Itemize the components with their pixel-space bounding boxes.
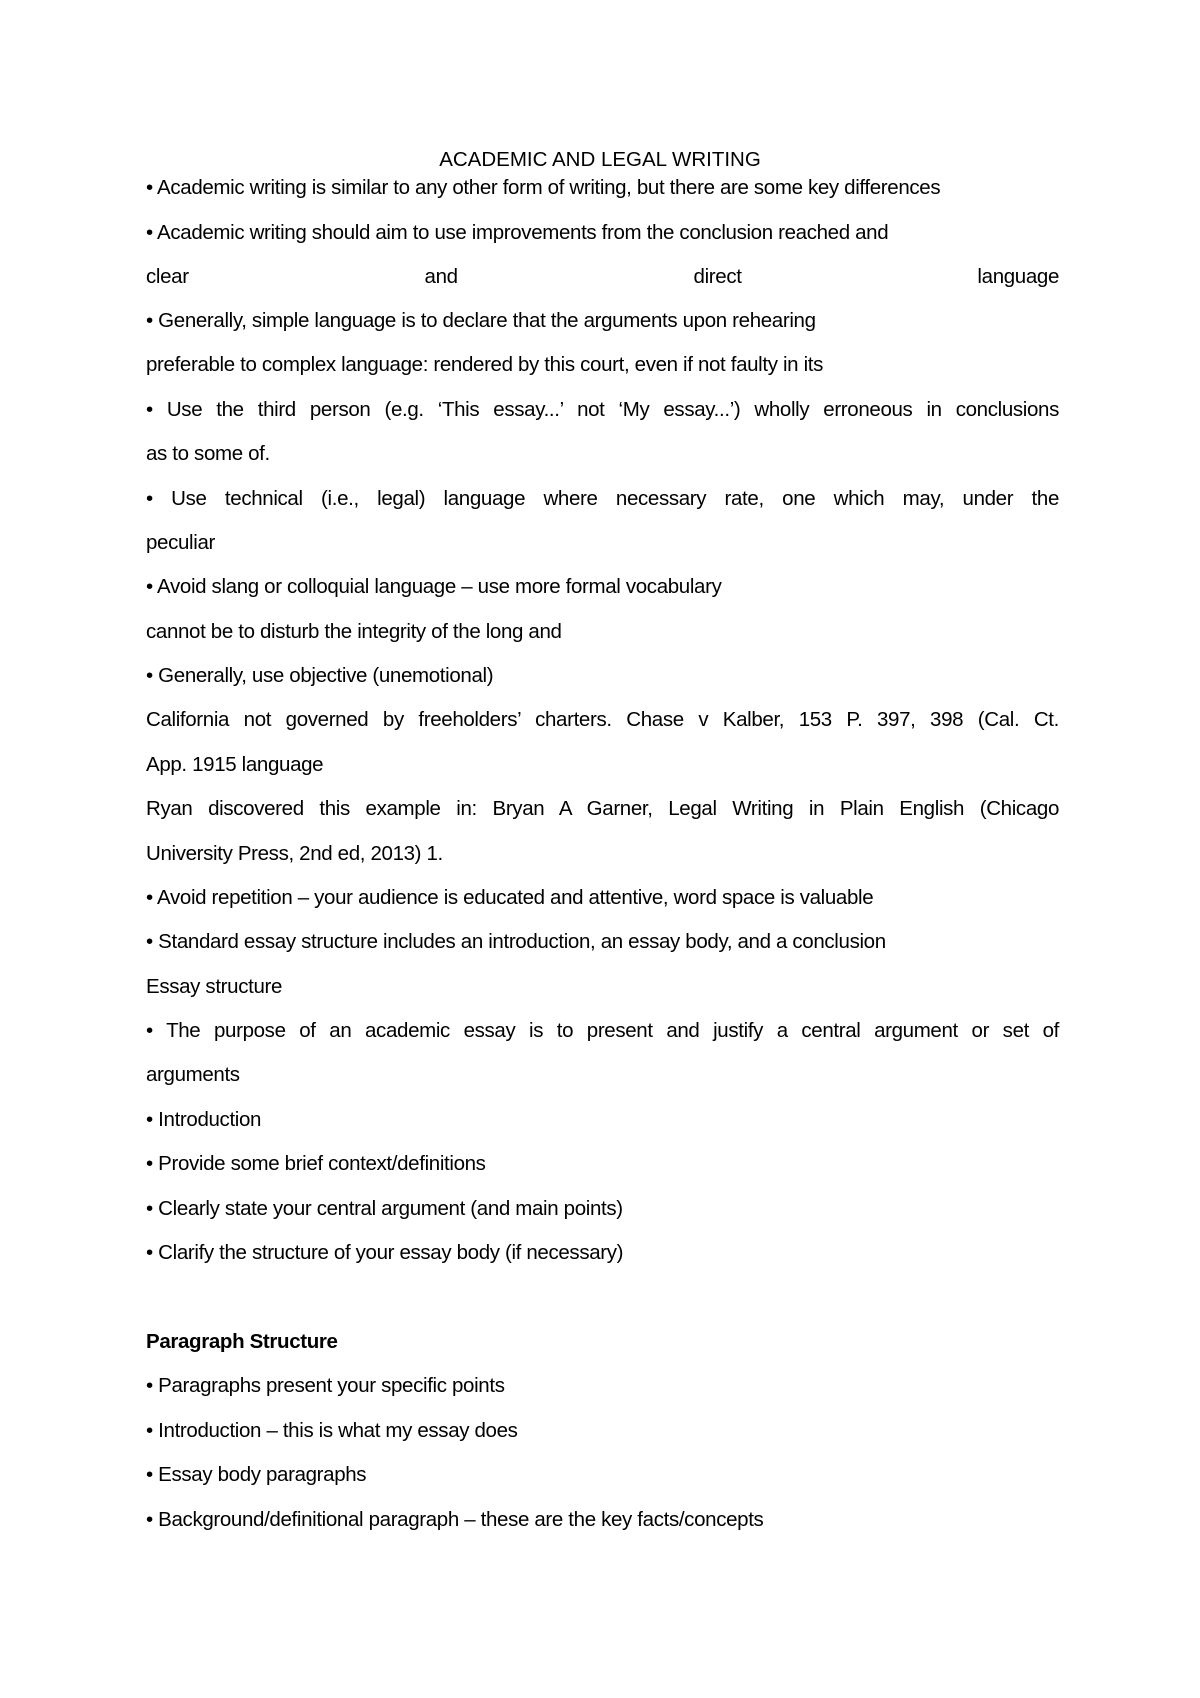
text-line: • Generally, use objective (unemotional) bbox=[146, 664, 494, 687]
text-line: • The purpose of an academic essay is to present and justify a central argument or set of bbox=[146, 1019, 1059, 1042]
text-line: California not governed by freeholders’ charters. Chase v Kalber, 153 P. 397, 398 (Cal. Ct. bbox=[146, 708, 1059, 731]
text-line: • Introduction bbox=[146, 1108, 262, 1131]
text-line: • Avoid slang or colloquial language – use more formal vocabulary bbox=[146, 575, 722, 598]
text-line: University Press, 2nd ed, 2013) 1. bbox=[146, 842, 443, 865]
section-heading: Paragraph Structure bbox=[146, 1330, 338, 1353]
text-line: • Avoid repetition – your audience is educated and attentive, word space is valuable bbox=[146, 886, 874, 909]
text-line: • Clearly state your central argument (and main points) bbox=[146, 1197, 623, 1220]
text-line: • Generally, simple language is to declare that the arguments upon rehearing bbox=[146, 309, 816, 332]
text-line: • Introduction – this is what my essay does bbox=[146, 1419, 518, 1442]
text-line: as to some of. bbox=[146, 442, 270, 465]
text-line: • Use the third person (e.g. ‘This essay...’ not ‘My essay...’) wholly erroneous in conclusions bbox=[146, 398, 1059, 421]
text-line: • Academic writing is similar to any other form of writing, but there are some key differences bbox=[146, 176, 941, 199]
text-line: arguments bbox=[146, 1063, 240, 1086]
text-line: • Provide some brief context/definitions bbox=[146, 1152, 486, 1175]
text-line: • Paragraphs present your specific points bbox=[146, 1374, 505, 1397]
text-line: cannot be to disturb the integrity of the long and bbox=[146, 620, 562, 643]
section-label: Essay structure bbox=[146, 975, 283, 998]
text-line: peculiar bbox=[146, 531, 215, 554]
text-line: • Background/definitional paragraph – these are the key facts/concepts bbox=[146, 1508, 764, 1531]
text-line: Ryan discovered this example in: Bryan A Garner, Legal Writing in Plain English (Chicago bbox=[146, 797, 1059, 820]
text-line: • Clarify the structure of your essay body (if necessary) bbox=[146, 1241, 624, 1264]
text-line: clear and direct language bbox=[146, 265, 1059, 288]
text-line: • Essay body paragraphs bbox=[146, 1463, 367, 1486]
text-line: • Standard essay structure includes an introduction, an essay body, and a conclusion bbox=[146, 930, 886, 953]
text-line: App. 1915 language bbox=[146, 753, 324, 776]
document-title: ACADEMIC AND LEGAL WRITING bbox=[439, 148, 761, 171]
text-line: preferable to complex language: rendered by this court, even if not faulty in its bbox=[146, 353, 824, 376]
text-line: • Use technical (i.e., legal) language where necessary rate, one which may, under the bbox=[146, 487, 1059, 510]
text-line: • Academic writing should aim to use improvements from the conclusion reached and bbox=[146, 221, 889, 244]
